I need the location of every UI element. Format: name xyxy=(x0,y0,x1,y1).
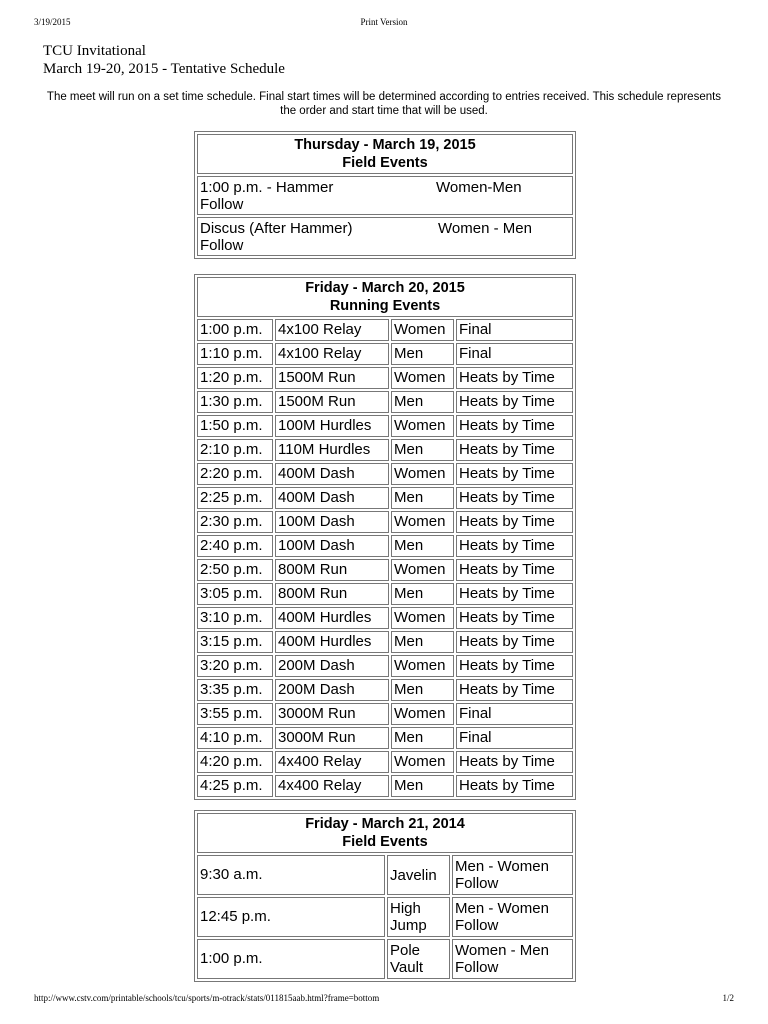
type-cell: Final xyxy=(456,319,573,341)
gender-cell: Women xyxy=(391,559,454,581)
event-cell: 1500M Run xyxy=(275,367,389,389)
time-cell: 3:20 p.m. xyxy=(197,655,273,677)
table-row xyxy=(197,631,573,653)
meet-title xyxy=(43,42,285,78)
event-cell: 100M Dash xyxy=(275,535,389,557)
event-cell: 4x100 Relay xyxy=(275,343,389,365)
gender-cell: Men xyxy=(391,775,454,797)
friday-running-date-heading: Friday - March 20, 2015 xyxy=(305,280,465,296)
type-cell: Heats by Time xyxy=(456,463,573,485)
time-cell: 3:35 p.m. xyxy=(197,679,273,701)
time-cell: 2:25 p.m. xyxy=(197,487,273,509)
event-cell: 400M Dash xyxy=(275,487,389,509)
meet-name: TCU Invitational xyxy=(43,43,146,59)
friday-running-table xyxy=(194,274,576,800)
friday-field-table xyxy=(194,810,576,982)
friday-running-section-heading: Running Events xyxy=(329,298,441,314)
time-cell: 2:30 p.m. xyxy=(197,511,273,533)
type-cell: Heats by Time xyxy=(456,391,573,413)
table-row xyxy=(197,487,573,509)
friday-field-header xyxy=(197,813,573,853)
event-cell: 100M Hurdles xyxy=(275,415,389,437)
time-cell: 4:25 p.m. xyxy=(197,775,273,797)
type-cell: Heats by Time xyxy=(456,367,573,389)
table-row xyxy=(197,583,573,605)
time-cell: 3:05 p.m. xyxy=(197,583,273,605)
time-cell: 3:55 p.m. xyxy=(197,703,273,725)
type-cell: Final xyxy=(456,727,573,749)
event-cont: Follow xyxy=(200,195,244,213)
time-cell: 2:50 p.m. xyxy=(197,559,273,581)
event-cell: 400M Dash xyxy=(275,463,389,485)
gender-cell: Men xyxy=(391,439,454,461)
event-left: Discus (After Hammer) xyxy=(200,219,353,237)
gender-cell: Women xyxy=(391,367,454,389)
time-cell: 3:15 p.m. xyxy=(197,631,273,653)
table-row xyxy=(197,511,573,533)
gender-cell: Women xyxy=(391,703,454,725)
gender-cell: Men xyxy=(391,679,454,701)
thursday-section-heading: Field Events xyxy=(342,155,428,171)
time-cell: 1:20 p.m. xyxy=(197,367,273,389)
table-row xyxy=(197,391,573,413)
table-row xyxy=(197,319,573,341)
table-row xyxy=(197,727,573,749)
event-cell: 4x400 Relay xyxy=(275,775,389,797)
gender-cell: Men xyxy=(391,391,454,413)
event-cell: 110M Hurdles xyxy=(275,439,389,461)
table-row xyxy=(197,655,573,677)
table-row xyxy=(197,939,573,979)
order-cell: Men - Women Follow xyxy=(452,855,573,895)
event-left: 1:00 p.m. - Hammer xyxy=(200,178,334,196)
type-cell: Heats by Time xyxy=(456,415,573,437)
type-cell: Heats by Time xyxy=(456,487,573,509)
print-footer xyxy=(34,993,734,1005)
gender-cell: Women xyxy=(391,751,454,773)
time-cell: 4:10 p.m. xyxy=(197,727,273,749)
event-cell: Javelin xyxy=(387,855,450,895)
time-cell: 3:10 p.m. xyxy=(197,607,273,629)
table-row xyxy=(197,463,573,485)
gender-cell: Men xyxy=(391,343,454,365)
table-row xyxy=(197,679,573,701)
table-row xyxy=(197,751,573,773)
table-row xyxy=(197,343,573,365)
gender-cell: Women xyxy=(391,415,454,437)
table-row xyxy=(197,703,573,725)
event-right: Women - Men xyxy=(438,219,532,237)
time-cell: 1:00 p.m. xyxy=(197,939,385,979)
print-url: http://www.cstv.com/printable/schools/tcu/sports/m-otrack/stats/011815aab.html?frame=bottom xyxy=(34,993,380,1003)
thursday-event-discus xyxy=(197,217,573,256)
type-cell: Final xyxy=(456,343,573,365)
gender-cell: Men xyxy=(391,535,454,557)
gender-cell: Women xyxy=(391,655,454,677)
event-cont: Follow xyxy=(200,236,244,254)
gender-cell: Women xyxy=(391,607,454,629)
gender-cell: Men xyxy=(391,583,454,605)
event-cell: Pole Vault xyxy=(387,939,450,979)
print-date: 3/19/2015 xyxy=(34,17,71,27)
event-cell: 4x400 Relay xyxy=(275,751,389,773)
table-row xyxy=(197,439,573,461)
time-cell: 2:20 p.m. xyxy=(197,463,273,485)
order-cell: Women - Men Follow xyxy=(452,939,573,979)
event-cell: 4x100 Relay xyxy=(275,319,389,341)
gender-cell: Women xyxy=(391,463,454,485)
type-cell: Heats by Time xyxy=(456,439,573,461)
type-cell: Final xyxy=(456,703,573,725)
friday-running-header xyxy=(197,277,573,317)
print-header xyxy=(34,17,734,29)
type-cell: Heats by Time xyxy=(456,679,573,701)
table-row xyxy=(197,415,573,437)
type-cell: Heats by Time xyxy=(456,607,573,629)
event-cell: 3000M Run xyxy=(275,727,389,749)
friday-field-section-heading: Field Events xyxy=(342,834,428,850)
thursday-field-table xyxy=(194,131,576,259)
type-cell: Heats by Time xyxy=(456,655,573,677)
intro-text: The meet will run on a set time schedule. Final start times will be determined according to entries received. This schedule represents the order and start time that will be used. xyxy=(46,91,722,117)
gender-cell: Men xyxy=(391,487,454,509)
meet-subtitle: March 19-20, 2015 - Tentative Schedule xyxy=(43,61,285,77)
thursday-date-heading: Thursday - March 19, 2015 xyxy=(294,137,476,153)
time-cell: 2:10 p.m. xyxy=(197,439,273,461)
table-row xyxy=(197,855,573,895)
table-row xyxy=(197,607,573,629)
time-cell: 1:10 p.m. xyxy=(197,343,273,365)
type-cell: Heats by Time xyxy=(456,559,573,581)
event-cell: 800M Run xyxy=(275,583,389,605)
table-row xyxy=(197,897,573,937)
type-cell: Heats by Time xyxy=(456,631,573,653)
gender-cell: Women xyxy=(391,511,454,533)
table-row xyxy=(197,559,573,581)
time-cell: 1:00 p.m. xyxy=(197,319,273,341)
event-cell: 800M Run xyxy=(275,559,389,581)
table-row xyxy=(197,535,573,557)
type-cell: Heats by Time xyxy=(456,511,573,533)
event-cell: 100M Dash xyxy=(275,511,389,533)
time-cell: 2:40 p.m. xyxy=(197,535,273,557)
type-cell: Heats by Time xyxy=(456,751,573,773)
event-cell: 400M Hurdles xyxy=(275,607,389,629)
gender-cell: Men xyxy=(391,631,454,653)
time-cell: 9:30 a.m. xyxy=(197,855,385,895)
event-cell: High Jump xyxy=(387,897,450,937)
time-cell: 4:20 p.m. xyxy=(197,751,273,773)
table-row xyxy=(197,775,573,797)
print-page-number: 1/2 xyxy=(722,993,734,1003)
type-cell: Heats by Time xyxy=(456,583,573,605)
gender-cell: Women xyxy=(391,319,454,341)
time-cell: 12:45 p.m. xyxy=(197,897,385,937)
time-cell: 1:30 p.m. xyxy=(197,391,273,413)
event-cell: 200M Dash xyxy=(275,679,389,701)
order-cell: Men - Women Follow xyxy=(452,897,573,937)
thursday-event-hammer xyxy=(197,176,573,215)
event-cell: 1500M Run xyxy=(275,391,389,413)
event-cell: 400M Hurdles xyxy=(275,631,389,653)
friday-field-date-heading: Friday - March 21, 2014 xyxy=(305,816,465,832)
table-row xyxy=(197,367,573,389)
event-cell: 200M Dash xyxy=(275,655,389,677)
print-title: Print Version xyxy=(360,17,408,27)
event-cell: 3000M Run xyxy=(275,703,389,725)
gender-cell: Men xyxy=(391,727,454,749)
event-right: Women-Men xyxy=(436,178,522,196)
type-cell: Heats by Time xyxy=(456,775,573,797)
type-cell: Heats by Time xyxy=(456,535,573,557)
thursday-header xyxy=(197,134,573,174)
time-cell: 1:50 p.m. xyxy=(197,415,273,437)
